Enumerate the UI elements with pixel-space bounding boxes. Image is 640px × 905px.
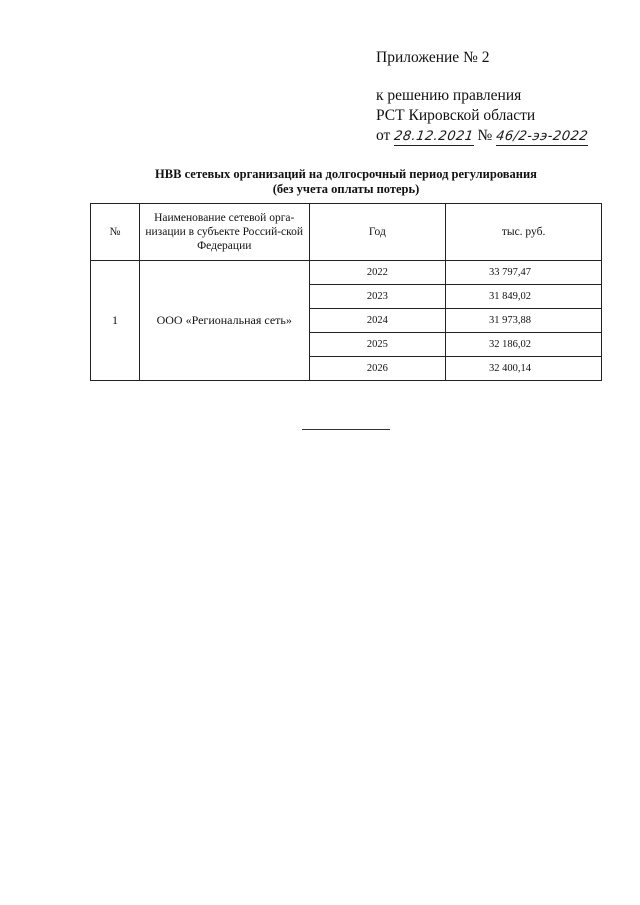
row-org: ООО «Региональная сеть» — [139, 261, 309, 381]
table-header-row — [91, 204, 602, 261]
table-title — [90, 167, 602, 197]
separator-line — [302, 429, 390, 430]
value-cell: 32 186,02 — [446, 333, 602, 357]
appendix-date-line — [376, 126, 588, 146]
row-num: 1 — [91, 261, 140, 381]
appendix-block — [376, 48, 588, 146]
header-year: Год — [309, 204, 446, 261]
year-cell: 2025 — [309, 333, 446, 357]
number-prefix: № — [477, 127, 493, 144]
table-row — [91, 261, 602, 285]
table-title-line2: (без учета оплаты потерь) — [272, 182, 420, 196]
header-num: № — [91, 204, 140, 261]
value-cell: 32 400,14 — [446, 357, 602, 381]
value-cell: 31 849,02 — [446, 285, 602, 309]
handwritten-date: 28.12.2021 — [393, 129, 475, 144]
year-cell: 2024 — [309, 309, 446, 333]
date-prefix: от — [376, 127, 391, 144]
value-cell: 33 797,47 — [446, 261, 602, 285]
year-cell: 2022 — [309, 261, 446, 285]
table-title-line1: НВВ сетевых организаций на долгосрочный период регулирования — [155, 167, 537, 181]
appendix-decision-line: к решению правления — [376, 87, 522, 104]
header-value: тыс. руб. — [446, 204, 602, 261]
handwritten-number: 46/2-ээ-2022 — [495, 129, 590, 144]
appendix-authority-line: РСТ Кировской области — [376, 107, 536, 124]
nvv-table — [90, 203, 602, 381]
value-cell: 31 973,88 — [446, 309, 602, 333]
year-cell: 2023 — [309, 285, 446, 309]
year-cell: 2026 — [309, 357, 446, 381]
header-org: Наименование сетевой орга-низации в субъекте Россий-ской Федерации — [139, 204, 309, 261]
appendix-title: Приложение № 2 — [376, 49, 490, 66]
